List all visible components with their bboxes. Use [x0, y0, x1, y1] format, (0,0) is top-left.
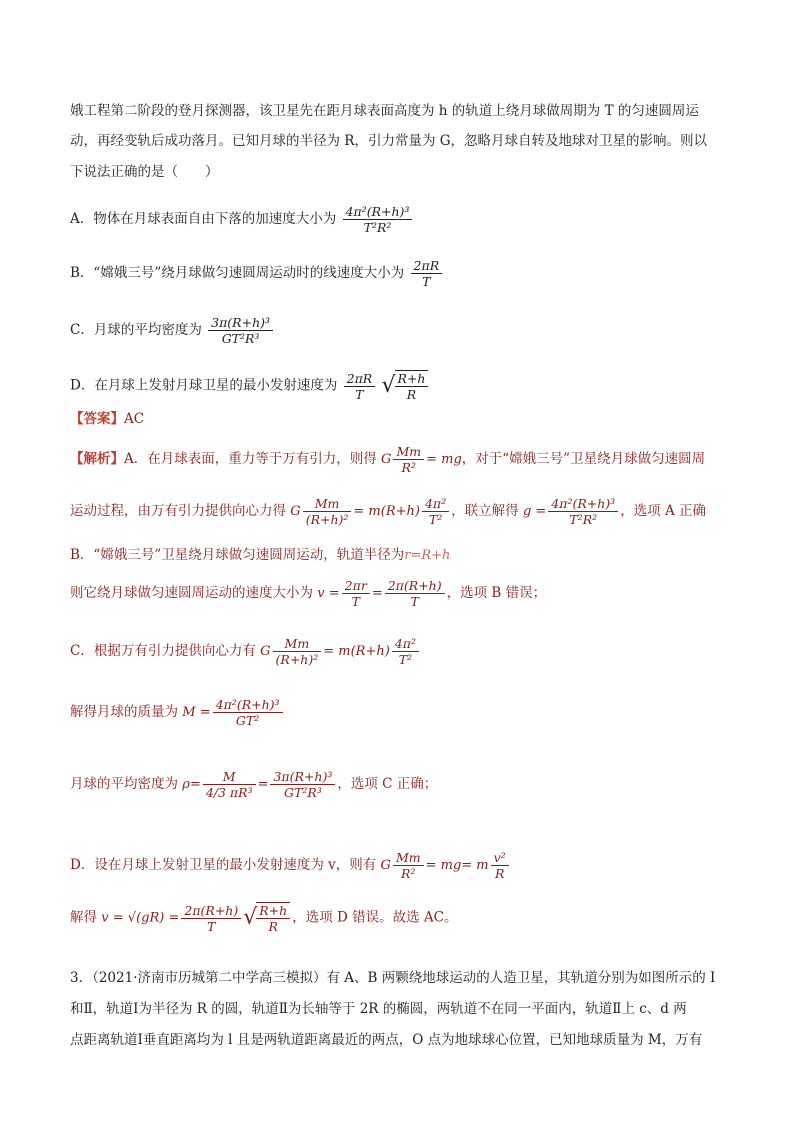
- option-a-fraction: [343, 204, 413, 235]
- option-c: [70, 315, 734, 346]
- option-c-numerator: 3π(R+h)³: [208, 315, 273, 331]
- option-d-sqrt-fraction: [395, 370, 429, 402]
- analysis-d2-expr: v = √(gR) =: [101, 910, 180, 926]
- analysis-a1-rhs: = mg: [426, 452, 462, 467]
- option-b-numerator: 2πR: [411, 258, 443, 274]
- option-d-text: D．在月球上发射月球卫星的最小发射速度为: [70, 377, 338, 394]
- answer-line: [70, 409, 734, 429]
- analysis-c-line-2: [70, 697, 734, 728]
- analysis-c-line-1: [70, 636, 734, 667]
- option-d-sqrt-numerator: R+h: [395, 371, 429, 387]
- analysis-b1-text: B．“嫦娥三号”卫星绕月球做匀速圆周运动，轨道半径为: [70, 547, 405, 563]
- analysis-a2-denominator-2: T²: [428, 512, 443, 527]
- analysis-d2-sqrt: [243, 902, 292, 934]
- analysis-b2-numerator-2: 2π(R+h): [385, 578, 445, 594]
- option-b: [70, 258, 734, 289]
- radical-sign-icon: √: [243, 905, 258, 930]
- analysis-a1-numerator: Mm: [393, 444, 424, 460]
- option-a-denominator: T²R²: [363, 220, 392, 235]
- analysis-c1-prefix: C．根据万有引力提供向心力有: [70, 643, 256, 659]
- analysis-c2-m: M =: [182, 705, 211, 720]
- option-b-denominator: T: [422, 274, 431, 289]
- analysis-b2-fraction-1: [342, 578, 370, 609]
- analysis-a2-fraction-3: [548, 496, 618, 527]
- analysis-a1-suffix: ，对于“嫦娥三号”卫星绕月球做匀速圆周: [461, 451, 706, 467]
- analysis-d1-g: G: [380, 858, 391, 873]
- question-stem-line-1: 娥工程第二阶段的登月探测器，该卫星先在距月球表面高度为 h 的轨道上绕月球做周期为 T 的匀速圆周运: [70, 103, 699, 119]
- question-stem-line-2: 动，再经变轨后成功落月。已知月球的半径为 R，引力常量为 G，忽略月球自转及地球对卫星的影响。则以: [70, 133, 708, 149]
- analysis-a2-fraction-2: [422, 496, 449, 527]
- question-3-line-2: 和Ⅱ，轨道Ⅰ为半径为 R 的圆，轨道Ⅱ为长轴等于 2R 的椭圆，两轨道不在同一平面内，轨道Ⅱ上 c、d 两: [70, 1001, 687, 1017]
- analysis-c1-numerator-2: 4π²: [392, 636, 419, 652]
- option-b-fraction: [411, 258, 443, 289]
- analysis-a2-fraction: [303, 496, 352, 527]
- analysis-d1-fraction: [393, 850, 424, 881]
- analysis-b-line-2: 则它绕月球做匀速圆周运动的速度大小为 v = $\frac{2\pi r}{T}$ = $\frac{2\pi(R+h)}{T}$ ，选项 B 错误；: [70, 578, 547, 609]
- analysis-d2-denominator: T: [207, 918, 216, 934]
- answer-label: 【答案】: [70, 411, 124, 427]
- analysis-a1-denominator: R²: [401, 460, 416, 475]
- analysis-a2-denominator-3: T²R²: [569, 512, 598, 527]
- analysis-a2-numerator: Mm: [303, 496, 352, 512]
- option-d: [70, 370, 734, 402]
- analysis-c3-fraction: [203, 769, 256, 800]
- analysis-d2-sqrt-numerator: R+h: [256, 903, 290, 919]
- analysis-d-line-2: [70, 902, 734, 934]
- option-c-fraction: [208, 315, 273, 346]
- analysis-c3-suffix: ，选项 C 正确；: [337, 776, 438, 792]
- question-3-line-1: 3．（2021·济南市历城第二中学高三模拟）有 A、B 两颗绕地球运动的人造卫星，其轨道分别为如图所示的 Ⅰ: [70, 970, 716, 986]
- analysis-a2-g-eq: g =: [522, 504, 547, 519]
- question-stem-line-3: 下说法正确的是（ ）: [70, 164, 219, 180]
- analysis-d2-prefix: 解得: [70, 909, 97, 926]
- analysis-c-line-3: 月球的平均密度为 ρ= $\frac{M}{\text{4/3 πR³}}$ = $\frac{\text{3π(R+h)³}}{\text{GT²R³}}$ ，选项 C 正确；: [70, 769, 438, 800]
- analysis-c3-numerator-2: 3π(R+h)³: [270, 769, 335, 785]
- analysis-d2-fraction: [181, 903, 241, 934]
- option-d-fraction: [344, 371, 376, 402]
- analysis-label: 【解析】: [70, 451, 124, 467]
- analysis-c1-mid: = m(R+h): [323, 644, 390, 659]
- option-a: [70, 204, 734, 235]
- analysis-a-line-1: [70, 444, 734, 475]
- analysis-c1-fraction-2: [392, 636, 419, 667]
- analysis-c1-denominator-2: T²: [398, 652, 413, 667]
- analysis-c1-g: G: [260, 644, 271, 659]
- analysis-d2-sqrt-fraction: [256, 902, 290, 934]
- analysis-c3-rho: ρ=: [182, 777, 201, 792]
- analysis-d1-denominator-2: R: [494, 866, 505, 881]
- analysis-b2-prefix: 则它绕月球做匀速圆周运动的速度大小为: [70, 585, 313, 601]
- analysis-a2-prefix: 运动过程，由万有引力提供向心力得: [70, 503, 286, 519]
- option-c-text: C．月球的平均密度为: [70, 322, 202, 338]
- analysis-a2-denominator: (R+h)²: [305, 512, 349, 527]
- analysis-b2-denominator-2: T: [410, 594, 419, 609]
- analysis-a2-g: G: [290, 504, 301, 519]
- analysis-a2-join: ，联立解得: [451, 503, 519, 519]
- analysis-c1-fraction: [273, 636, 322, 667]
- analysis-b2-numerator-1: 2πr: [342, 578, 370, 594]
- option-a-numerator: 4π²(R+h)³: [343, 204, 413, 220]
- analysis-c3-denominator: 4/3 πR³: [205, 785, 253, 800]
- analysis-a2-numerator-3: 4π²(R+h)³: [548, 496, 618, 512]
- analysis-c2-fraction: [213, 697, 283, 728]
- analysis-a1-g: G: [381, 452, 392, 467]
- analysis-d1-numerator-2: v²: [491, 850, 509, 866]
- analysis-d1-numerator: Mm: [393, 850, 424, 866]
- analysis-b2-suffix: ，选项 B 错误；: [446, 585, 547, 601]
- analysis-a1-fraction: [393, 444, 424, 475]
- analysis-c3-fraction-2: [270, 769, 335, 800]
- analysis-c3-prefix: 月球的平均密度为: [70, 776, 178, 792]
- analysis-c3-numerator: M: [203, 769, 256, 785]
- analysis-c2-prefix: 解得月球的质量为: [70, 704, 178, 720]
- analysis-b2-fraction-2: [385, 578, 445, 609]
- analysis-a1-prefix: A．在月球表面，重力等于万有引力，则得: [124, 451, 377, 467]
- analysis-d-line-1: [70, 850, 734, 881]
- analysis-a2-mid: = m(R+h): [353, 504, 420, 519]
- answer-value: AC: [124, 411, 145, 427]
- analysis-b2-denominator-1: T: [351, 594, 360, 609]
- analysis-d1-fraction-2: [491, 850, 509, 881]
- analysis-b1-expr: r=R+h: [404, 548, 451, 563]
- radical-sign-icon: √: [381, 373, 396, 398]
- analysis-d2-sqrt-denominator: R: [268, 919, 278, 934]
- option-d-numerator: 2πR: [344, 371, 376, 387]
- analysis-b-line-1: [70, 545, 734, 566]
- option-c-denominator: GT²R³: [221, 331, 260, 346]
- option-d-denominator: T: [355, 386, 364, 402]
- question-3-line-3: 点距离轨道Ⅰ垂直距离均为 l 且是两轨道距离最近的两点，O 点为地球球心位置，已知地球质量为 M，万有: [70, 1032, 703, 1048]
- analysis-d1-denominator: R²: [401, 866, 416, 881]
- analysis-a-line-2: [70, 496, 734, 527]
- analysis-d2-suffix: ，选项 D 错误。故选 AC。: [292, 909, 458, 926]
- analysis-c1-numerator: Mm: [273, 636, 322, 652]
- option-b-text: B．“嫦娥三号”绕月球做匀速圆周运动时的线速度大小为: [70, 265, 405, 281]
- analysis-b2-v: v =: [317, 586, 340, 601]
- analysis-a2-suffix: ，选项 A 正确: [620, 503, 707, 519]
- analysis-d1-prefix: D．设在月球上发射卫星的最小发射速度为 v，则有: [70, 857, 377, 873]
- analysis-d2-numerator: 2π(R+h): [181, 903, 241, 919]
- analysis-c2-denominator: GT²: [235, 713, 260, 728]
- analysis-c2-numerator: 4π²(R+h)³: [213, 697, 283, 713]
- option-d-sqrt: [382, 370, 431, 402]
- analysis-d1-mid: = mg= m: [425, 858, 489, 873]
- analysis-c1-denominator: (R+h)²: [275, 652, 319, 667]
- option-a-text: A．物体在月球表面自由下落的加速度大小为: [70, 211, 337, 227]
- analysis-c3-denominator-2: GT²R³: [284, 785, 322, 800]
- analysis-a2-numerator-2: 4π²: [422, 496, 449, 512]
- option-d-sqrt-denominator: R: [406, 387, 417, 402]
